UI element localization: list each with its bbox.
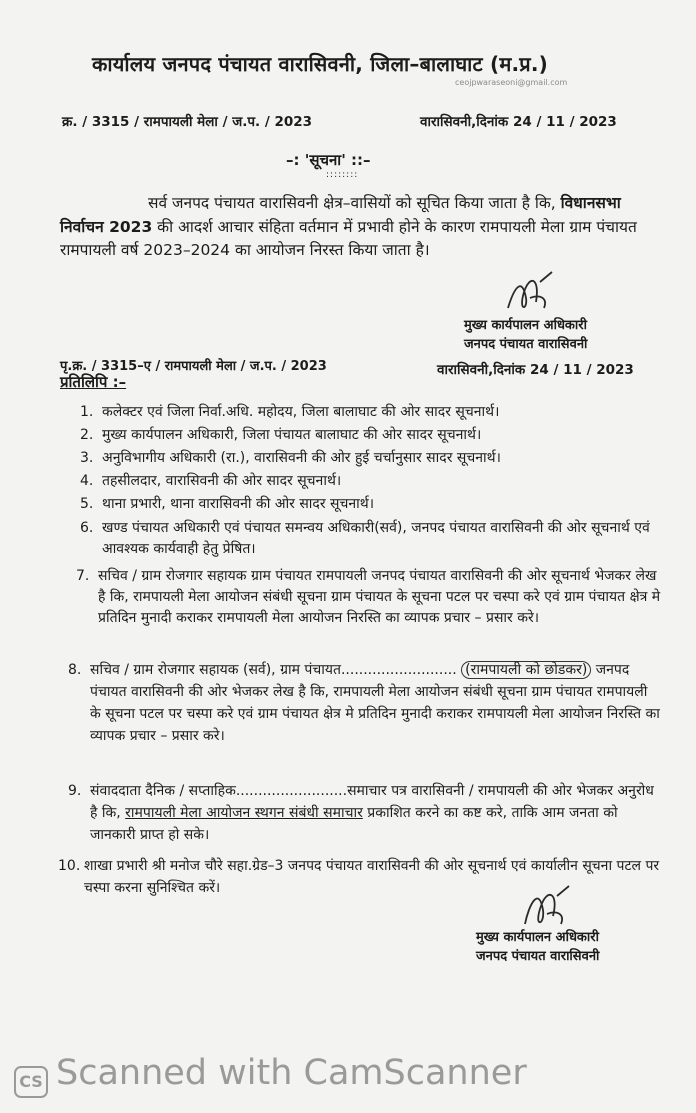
list-item-text: मुख्य कार्यपालन अधिकारी, जिला पंचायत बालाघाट की ओर सादर सूचनार्थ।: [102, 427, 482, 443]
list-item-text: [90, 780, 662, 846]
notice-title: –: 'सूचना' ::–: [286, 151, 371, 169]
list-item-text: [90, 659, 662, 747]
signature-block-1: [464, 316, 587, 354]
list-item-text-b: जनपद पंचायत वारासिवनी की ओर भेजकर लेख है कि, रामपायली मेला आयोजन संबंधी सूचना ग्राम पंचायत रामपायली के सूचना पटल पर चस्पा करे एवं ग्राम पंचायत क्षेत्र मे प्रतिदिन मुनादी कराकर रामपायली मेला आयोजन निरस्ति का व्यापक प्रचार – प्रसार करे।: [90, 662, 660, 744]
list-item-text: शाखा प्रभारी श्री मनोज चौरे सहा.ग्रेड–3 जनपद पंचायत वारासिवनी की ओर सूचनार्थ एवं कार्यालीन सूचना पटल पर चस्पा करना सुनिश्चित करें।: [84, 858, 660, 896]
copy-heading: प्रतिलिपि :–: [60, 373, 127, 391]
signature-block-2: [476, 928, 599, 966]
notice-text-bold: विधानसभा निर्वाचन 2023: [60, 194, 621, 236]
list-item-number: 7.: [76, 568, 90, 584]
signatory-office: जनपद पंचायत वारासिवनी: [476, 949, 600, 964]
excluded-panchayat-marked: (रामपायली को छोडकर): [461, 661, 591, 679]
list-item-number: 6.: [80, 520, 94, 536]
list-item-number: 5.: [80, 496, 94, 512]
list-item-text: कलेक्टर एवं जिला निर्वा.अधि. महोदय, जिला बालाघाट की ओर सादर सूचनार्थ।: [102, 404, 500, 420]
signatory-designation: मुख्य कार्यपालन अधिकारी: [476, 930, 599, 945]
list-item-number: 1.: [80, 404, 94, 420]
list-item-number: 2.: [80, 427, 94, 443]
list-item-number: 9.: [68, 783, 82, 799]
copy-reference-number: पृ.क्र. / 3315–ए / रामपायली मेला / ज.प. / 2023: [60, 359, 327, 374]
notice-text-part2: की आदर्श आचार संहिता वर्तमान में प्रभावी होने के कारण रामपायली मेला ग्राम पंचायत रामपायली वर्ष 2023–2024 का आयोजन निरस्त किया जाता है।: [60, 217, 637, 259]
notice-text-part1: सर्व जनपद पंचायत वारासिवनी क्षेत्र–वासियों को सूचित किया जाता है कि,: [148, 194, 561, 212]
list-item-text-a: संवाददाता दैनिक / सप्ताहिक.........................समाचार पत्र वारासिवनी / रामपायली की ओर भेजकर अनुरोध है कि,: [90, 783, 654, 821]
list-item-number: 4.: [80, 473, 94, 489]
list-item-text: थाना प्रभारी, थाना वारासिवनी की ओर सादर सूचनार्थ।: [102, 496, 375, 512]
reference-number: क्र. / 3315 / रामपायली मेला / ज.प. / 2023: [62, 114, 313, 130]
notice-paragraph: [60, 192, 650, 263]
copy-reference-date: वारासिवनी,दिनांक 24 / 11 / 2023: [437, 362, 634, 378]
camscanner-logo-icon: CS: [14, 1066, 48, 1098]
list-item-text: अनुविभागीय अधिकारी (रा.), वारासिवनी की ओर हुई चर्चानुसार सादर सूचनार्थ।: [102, 450, 501, 466]
signatory-office: जनपद पंचायत वारासिवनी: [464, 337, 588, 352]
notice-title-underline: ::::::::: [326, 170, 359, 180]
list-item-number: 10.: [58, 858, 81, 874]
list-item-text: खण्ड पंचायत अधिकारी एवं पंचायत समन्वय अधिकारी(सर्व), जनपद पंचायत वारासिवनी की ओर सूचनार्थ एवं आवश्यक कार्यवाही हेतु प्रेषित।: [102, 520, 650, 557]
list-item-text-a: सचिव / ग्राम रोजगार सहायक (सर्व), ग्राम पंचायत..........................: [90, 662, 457, 678]
signature-mark-1: [500, 268, 562, 320]
list-item-text: तहसीलदार, वारासिवनी की ओर सादर सूचनार्थ।: [102, 473, 342, 489]
office-email: ceojpwaraseoni@gmail.com: [455, 78, 568, 87]
reference-date: वारासिवनी,दिनांक 24 / 11 / 2023: [420, 114, 617, 130]
office-title: कार्यालय जनपद पंचायत वारासिवनी, जिला–बालाघाट (म.प्र.): [92, 52, 549, 76]
scanner-watermark: Scanned with CamScanner: [56, 1053, 527, 1093]
underlined-news-subject: रामपायली मेला आयोजन स्थगन संबंधी समाचार: [125, 805, 363, 821]
list-item-text: सचिव / ग्राम रोजगार सहायक ग्राम पंचायत रामपायली जनपद पंचायत वारासिवनी की ओर सूचनार्थ भेजकर लेख है कि, रामपायली मेला आयोजन संबंधी सूचना ग्राम पंचायत के सूचना पटल पर चस्पा करे एवं ग्राम पंचायत क्षेत्र मे प्रतिदिन मुनादी कराकर रामपायली मेला आयोजन निरस्ति का व्यापक प्रचार – प्रसार करे।: [98, 568, 661, 626]
signatory-designation: मुख्य कार्यपालन अधिकारी: [464, 318, 587, 333]
list-item-number: 8.: [68, 662, 82, 678]
list-item-number: 3.: [80, 450, 94, 466]
list-item-text-b: प्रकाशित करने का कष्ट करे, ताकि आम जनता को जानकारी प्राप्त हो सके।: [90, 805, 618, 843]
